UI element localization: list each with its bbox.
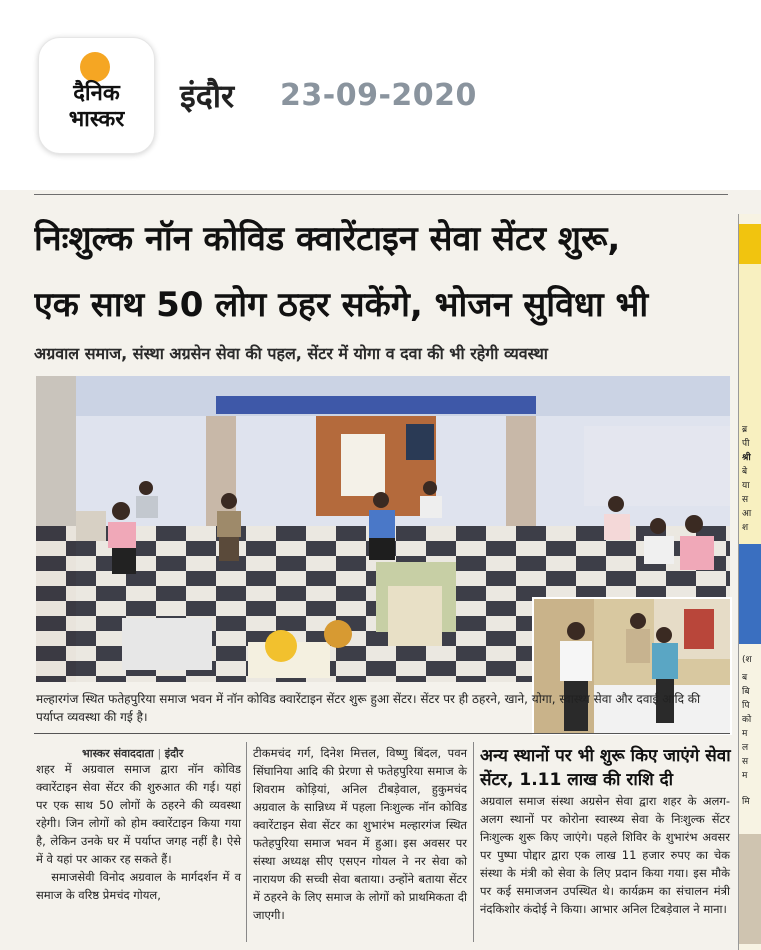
header-bar (0, 0, 761, 190)
body-column-1: शहर में अग्रवाल समाज द्वारा नॉन कोविड क्वारेंटाइन सेवा सेंटर की शुरुआत की गई। यहां पर एक साथ 50 लोगों के ठहरने की व्यवस्था रहेगी। जिन लोगों को होम क्वारेंटाइन किया गया है, लेकिन उनके घर में पर्याप्त जगह नहीं है। ऐसे में वे यहां पर आकर रह सकते हैं। समाजसेवी विनोद अग्रवाल के मार्गदर्शन में व समाज के वरिष्ठ प्रेमचंद गोयल, (36, 762, 241, 902)
adjacent-fragment: मि (742, 797, 750, 807)
byline-separator: | (157, 747, 165, 760)
deck-subheadline: अग्रवाल समाज, संस्था अग्रसेन सेवा की पहल, सेंटर में योगा व दवा की भी रहेगी व्यवस्था (34, 344, 548, 363)
adjacent-fragment: ब्र (742, 425, 748, 435)
adjacent-photo-block (739, 834, 761, 944)
adjacent-fragment: स (742, 495, 749, 505)
adjacent-fragment: (श (742, 655, 752, 665)
adjacent-fragment: श्री (742, 453, 751, 463)
adjacent-fragment: बि (742, 687, 750, 697)
adjacent-fragment: श (742, 523, 749, 533)
dateline-city: इंदौर (180, 77, 235, 115)
adjacent-fragment: स (742, 757, 749, 767)
adjacent-fragment: पी (742, 439, 750, 449)
adjacent-fragment: को (742, 715, 752, 725)
photo-caption: मल्हारगंज स्थित फतेहपुरिया समाज भवन में नॉन कोविड क्वारेंटाइन सेंटर शुरू हुआ सेंटर। सेंटर पर ही ठहरने, खाने, योगा, स्वास्थ्य सेवा और दवाई आदि की पर्याप्त व्यवस्था की गई है। (36, 692, 701, 724)
adjacent-fragment: ल (742, 743, 749, 753)
dateline-date: 23-09-2020 (280, 78, 477, 113)
adjacent-fragment: ब (742, 673, 748, 683)
sun-icon (80, 52, 110, 82)
body-column-2: टीकमचंद गर्ग, दिनेश मित्तल, विष्णु बिंदल, पवन सिंघानिया आदि की प्रेरणा से फतेहपुरिया समाज के शिवराम कोड़ियां, अनिल टीबड़ेवाल, हुकुमचंद अग्रवाल के सान्निध्य में पहला निःशुल्क नॉन कोविड क्वारेंटाइन सेवा सेंटर का शुभारंभ मल्हारगंज स्थित फतेहपुरिया समाज भवन में हुआ। इस अवसर पर संस्था अध्यक्ष सीए एसएन गोयल ने नर सेवा को नारायण की सच्ची सेवा बताया। उन्होंने बताया सेंटर में ठहरने के लिए समाज के लोगों को प्राथमिकता दी जाएगी। (253, 746, 467, 922)
adjacent-fragment: या (742, 481, 750, 491)
adjacent-blue-block (739, 544, 761, 644)
logo-text-line2: भास्कर (68, 107, 125, 132)
adjacent-fragment: म (742, 771, 748, 781)
adjacent-fragment: बे (742, 467, 748, 477)
column-divider-1 (246, 742, 247, 942)
headline-line-1: निःशुल्क नॉन कोविड क्वारेंटाइन सेवा सेंटर शुरू, (34, 219, 621, 259)
adjacent-fragment: पि (742, 701, 750, 711)
byline-reporter: भास्कर संवाददाता (82, 747, 154, 760)
byline-city: इंदौर (164, 747, 184, 760)
header-divider (34, 194, 728, 195)
headline-line-2: एक साथ 50 लोग ठहर सकेंगे, भोजन सुविधा भी (34, 285, 649, 325)
column-divider-2 (473, 742, 474, 942)
adjacent-article-sliver (738, 214, 761, 950)
adjacent-fragment: आ (742, 509, 752, 519)
byline (82, 746, 183, 761)
adjacent-fragment: म (742, 729, 748, 739)
logo-text-line1: दैनिक (73, 81, 120, 106)
sidebar-story-body: अग्रवाल समाज संस्था अग्रसेन सेवा द्वारा शहर के अलग-अलग स्थानों पर कोरोना स्वास्थ्य सेवा के निःशुल्क सेंटर निःशुल्क शुरू किए जाएंगे। पहले शिविर के शुभारंभ अवसर पर पुष्पा पोद्दार द्वारा एक लाख 11 हजार रुपए का चेक संस्था के मंत्री को सेवा के लिए प्रदान किया गया। इस मौके पर कई समाजजन उपस्थित थे। कार्यक्रम का संचालन मंत्री नंदकिशोर कंदोई ने किया। आभार अनिल टिबड़ेवाल ने माना। (480, 794, 730, 916)
dainik-bhaskar-logo (38, 37, 155, 154)
adjacent-yellow-block (739, 224, 761, 264)
caption-divider (34, 733, 730, 734)
sidebar-story-headline: अन्य स्थानों पर भी शुरू किए जाएंगे सेवा सेंटर, 1.11 लाख की राशि दी (480, 746, 731, 790)
